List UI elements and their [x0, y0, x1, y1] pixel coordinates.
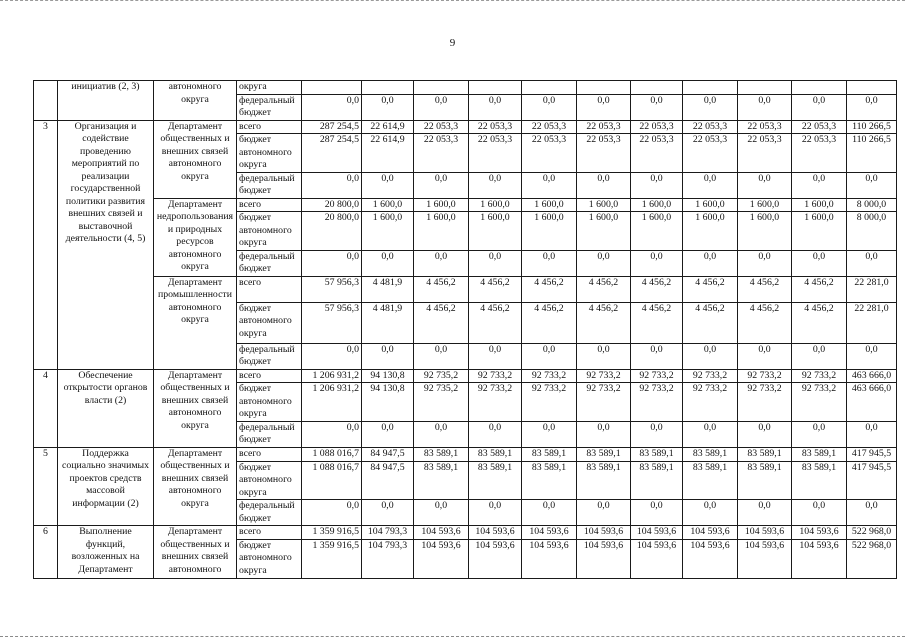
year-amount-cell: 83 589,1 — [631, 461, 683, 500]
year-amount-cell: 4 456,2 — [522, 276, 577, 302]
year-amount-cell: 22 281,0 — [847, 302, 897, 343]
table-row — [34, 81, 897, 95]
scan-top-edge — [0, 0, 905, 2]
year-amount-cell: 463 666,0 — [847, 369, 897, 383]
table-row — [34, 120, 897, 134]
year-amount-cell: 0,0 — [577, 94, 631, 120]
executor-cell: автономного округа — [154, 81, 237, 121]
activity-name-cell: Организация и содействие проведению мероприятий по реализации государственной политики развития внешних связей и выставочной деятельности (4, 5) — [58, 120, 154, 369]
activity-name-cell: Обеспечение открытости органов власти (2) — [58, 369, 154, 447]
year-amount-cell: 104 593,6 — [522, 539, 577, 578]
funding-source-cell: федеральный бюджет — [237, 94, 302, 120]
year-amount-cell: 22 053,3 — [577, 120, 631, 134]
year-amount-cell: 0,0 — [414, 94, 469, 120]
year-amount-cell: 0,0 — [738, 500, 792, 526]
year-amount-cell: 22 053,3 — [631, 120, 683, 134]
year-amount-cell: 0,0 — [362, 94, 414, 120]
year-amount-cell: 83 589,1 — [522, 447, 577, 461]
year-amount-cell: 0,0 — [792, 250, 847, 276]
year-amount-cell: 83 589,1 — [577, 447, 631, 461]
total-amount-cell: 1 206 931,2 — [302, 383, 362, 422]
year-amount-cell: 83 589,1 — [792, 447, 847, 461]
funding-source-cell: федеральный бюджет — [237, 421, 302, 447]
year-amount-cell: 92 733,2 — [469, 383, 522, 422]
year-amount-cell: 4 456,2 — [738, 302, 792, 343]
year-amount-cell: 1 600,0 — [414, 198, 469, 212]
year-amount-cell — [738, 81, 792, 95]
total-amount-cell: 0,0 — [302, 500, 362, 526]
year-amount-cell: 0,0 — [683, 500, 738, 526]
page-number: 9 — [449, 37, 456, 49]
budget-table — [33, 80, 897, 579]
year-amount-cell: 0,0 — [362, 421, 414, 447]
total-amount-cell: 0,0 — [302, 94, 362, 120]
year-amount-cell: 0,0 — [847, 343, 897, 369]
year-amount-cell: 0,0 — [522, 421, 577, 447]
year-amount-cell: 92 733,2 — [469, 369, 522, 383]
year-amount-cell: 463 666,0 — [847, 383, 897, 422]
year-amount-cell: 4 456,2 — [631, 302, 683, 343]
year-amount-cell: 0,0 — [362, 500, 414, 526]
year-amount-cell: 0,0 — [631, 343, 683, 369]
year-amount-cell: 0,0 — [847, 250, 897, 276]
year-amount-cell: 0,0 — [792, 172, 847, 198]
year-amount-cell: 0,0 — [577, 343, 631, 369]
row-number-cell: 3 — [34, 120, 58, 369]
year-amount-cell: 104 593,6 — [577, 526, 631, 540]
year-amount-cell: 104 593,6 — [792, 539, 847, 578]
funding-source-cell: бюджет автономного округа — [237, 302, 302, 343]
year-amount-cell: 94 130,8 — [362, 369, 414, 383]
executor-cell: Департамент общественных и внешних связей автономного — [154, 526, 237, 579]
executor-cell: Департамент недропользования и природных ресурсов автономного округа — [154, 198, 237, 276]
year-amount-cell: 0,0 — [522, 343, 577, 369]
year-amount-cell: 4 456,2 — [469, 302, 522, 343]
year-amount-cell — [847, 81, 897, 95]
total-amount-cell: 0,0 — [302, 421, 362, 447]
year-amount-cell: 0,0 — [362, 172, 414, 198]
year-amount-cell: 522 968,0 — [847, 539, 897, 578]
year-amount-cell: 22 053,3 — [414, 120, 469, 134]
year-amount-cell: 0,0 — [683, 172, 738, 198]
year-amount-cell: 0,0 — [522, 500, 577, 526]
year-amount-cell: 22 281,0 — [847, 276, 897, 302]
year-amount-cell: 0,0 — [577, 421, 631, 447]
funding-source-cell: федеральный бюджет — [237, 343, 302, 369]
table-row — [34, 369, 897, 383]
year-amount-cell — [362, 81, 414, 95]
year-amount-cell: 0,0 — [631, 421, 683, 447]
year-amount-cell: 104 593,6 — [683, 539, 738, 578]
year-amount-cell: 0,0 — [469, 421, 522, 447]
year-amount-cell: 4 456,2 — [792, 276, 847, 302]
year-amount-cell: 22 053,3 — [683, 134, 738, 173]
executor-cell: Департамент общественных и внешних связей автономного округа — [154, 120, 237, 198]
year-amount-cell: 0,0 — [847, 500, 897, 526]
year-amount-cell: 92 733,2 — [631, 369, 683, 383]
row-number-cell: 5 — [34, 447, 58, 526]
year-amount-cell: 104 593,6 — [577, 539, 631, 578]
year-amount-cell: 104 593,6 — [738, 539, 792, 578]
total-amount-cell: 57 956,3 — [302, 302, 362, 343]
total-amount-cell: 1 206 931,2 — [302, 369, 362, 383]
year-amount-cell: 22 053,3 — [792, 134, 847, 173]
year-amount-cell: 83 589,1 — [683, 461, 738, 500]
year-amount-cell: 0,0 — [738, 343, 792, 369]
executor-cell: Департамент общественных и внешних связей автономного округа — [154, 447, 237, 526]
year-amount-cell: 92 733,2 — [631, 383, 683, 422]
year-amount-cell: 0,0 — [631, 94, 683, 120]
year-amount-cell: 417 945,5 — [847, 461, 897, 500]
year-amount-cell: 8 000,0 — [847, 198, 897, 212]
year-amount-cell: 0,0 — [683, 421, 738, 447]
year-amount-cell: 110 266,5 — [847, 120, 897, 134]
year-amount-cell: 92 733,2 — [577, 383, 631, 422]
year-amount-cell: 1 600,0 — [738, 212, 792, 251]
year-amount-cell: 92 733,2 — [738, 369, 792, 383]
funding-source-cell: федеральный бюджет — [237, 250, 302, 276]
year-amount-cell: 104 593,6 — [738, 526, 792, 540]
year-amount-cell: 4 481,9 — [362, 276, 414, 302]
funding-source-cell: всего — [237, 526, 302, 540]
year-amount-cell — [631, 81, 683, 95]
row-number-cell — [34, 81, 58, 121]
year-amount-cell: 104 593,6 — [522, 526, 577, 540]
year-amount-cell: 1 600,0 — [362, 212, 414, 251]
total-amount-cell: 0,0 — [302, 343, 362, 369]
funding-source-cell: бюджет автономного округа — [237, 212, 302, 251]
total-amount-cell: 20 800,0 — [302, 212, 362, 251]
year-amount-cell: 0,0 — [683, 250, 738, 276]
year-amount-cell: 104 793,3 — [362, 526, 414, 540]
year-amount-cell: 0,0 — [577, 250, 631, 276]
year-amount-cell: 22 614,9 — [362, 134, 414, 173]
year-amount-cell: 0,0 — [738, 172, 792, 198]
total-amount-cell: 1 359 916,5 — [302, 526, 362, 540]
table-row — [34, 526, 897, 540]
year-amount-cell: 104 593,6 — [631, 539, 683, 578]
year-amount-cell: 0,0 — [792, 500, 847, 526]
year-amount-cell: 0,0 — [522, 172, 577, 198]
year-amount-cell: 83 589,1 — [792, 461, 847, 500]
executor-cell: Департамент промышленности автономного округа — [154, 276, 237, 369]
table-row — [34, 447, 897, 461]
row-number-cell: 4 — [34, 369, 58, 447]
year-amount-cell: 1 600,0 — [577, 198, 631, 212]
year-amount-cell: 104 593,6 — [683, 526, 738, 540]
year-amount-cell: 1 600,0 — [362, 198, 414, 212]
year-amount-cell: 0,0 — [414, 343, 469, 369]
year-amount-cell: 22 053,3 — [469, 120, 522, 134]
year-amount-cell: 22 053,3 — [631, 134, 683, 173]
year-amount-cell: 0,0 — [522, 250, 577, 276]
year-amount-cell: 92 733,2 — [683, 383, 738, 422]
funding-source-cell: всего — [237, 198, 302, 212]
year-amount-cell — [683, 81, 738, 95]
year-amount-cell: 0,0 — [847, 172, 897, 198]
year-amount-cell: 0,0 — [631, 250, 683, 276]
year-amount-cell: 104 593,6 — [792, 526, 847, 540]
year-amount-cell: 4 456,2 — [683, 276, 738, 302]
year-amount-cell: 0,0 — [469, 343, 522, 369]
year-amount-cell: 83 589,1 — [738, 461, 792, 500]
year-amount-cell: 4 456,2 — [414, 276, 469, 302]
year-amount-cell: 4 456,2 — [792, 302, 847, 343]
budget-table-body — [34, 81, 897, 579]
year-amount-cell: 22 053,3 — [738, 134, 792, 173]
year-amount-cell: 1 600,0 — [414, 212, 469, 251]
funding-source-cell: бюджет автономного округа — [237, 539, 302, 578]
year-amount-cell: 0,0 — [631, 500, 683, 526]
funding-source-cell: всего — [237, 120, 302, 134]
funding-source-cell: округа — [237, 81, 302, 95]
year-amount-cell: 8 000,0 — [847, 212, 897, 251]
year-amount-cell: 0,0 — [469, 94, 522, 120]
funding-source-cell: всего — [237, 276, 302, 302]
scan-bottom-edge — [0, 636, 905, 638]
year-amount-cell: 83 589,1 — [414, 447, 469, 461]
table-row — [34, 198, 897, 212]
total-amount-cell: 1 359 916,5 — [302, 539, 362, 578]
year-amount-cell: 1 600,0 — [792, 198, 847, 212]
executor-cell: Департамент общественных и внешних связей автономного округа — [154, 369, 237, 447]
year-amount-cell — [792, 81, 847, 95]
funding-source-cell: федеральный бюджет — [237, 172, 302, 198]
year-amount-cell: 0,0 — [847, 94, 897, 120]
year-amount-cell: 1 600,0 — [522, 198, 577, 212]
year-amount-cell: 83 589,1 — [683, 447, 738, 461]
year-amount-cell: 522 968,0 — [847, 526, 897, 540]
year-amount-cell: 1 600,0 — [792, 212, 847, 251]
year-amount-cell: 0,0 — [577, 172, 631, 198]
total-amount-cell: 57 956,3 — [302, 276, 362, 302]
year-amount-cell: 0,0 — [738, 94, 792, 120]
year-amount-cell: 22 053,3 — [522, 120, 577, 134]
year-amount-cell: 92 735,2 — [414, 383, 469, 422]
year-amount-cell: 0,0 — [414, 172, 469, 198]
year-amount-cell: 104 593,6 — [414, 526, 469, 540]
funding-source-cell: бюджет автономного округа — [237, 134, 302, 173]
total-amount-cell: 287 254,5 — [302, 120, 362, 134]
year-amount-cell: 92 733,2 — [683, 369, 738, 383]
row-number-cell: 6 — [34, 526, 58, 579]
year-amount-cell: 84 947,5 — [362, 447, 414, 461]
year-amount-cell: 104 793,3 — [362, 539, 414, 578]
year-amount-cell: 417 945,5 — [847, 447, 897, 461]
year-amount-cell: 1 600,0 — [469, 212, 522, 251]
year-amount-cell: 92 733,2 — [577, 369, 631, 383]
year-amount-cell: 84 947,5 — [362, 461, 414, 500]
year-amount-cell: 83 589,1 — [631, 447, 683, 461]
total-amount-cell: 287 254,5 — [302, 134, 362, 173]
total-amount-cell: 0,0 — [302, 172, 362, 198]
year-amount-cell: 0,0 — [469, 172, 522, 198]
total-amount-cell — [302, 81, 362, 95]
year-amount-cell: 4 456,2 — [469, 276, 522, 302]
year-amount-cell: 0,0 — [847, 421, 897, 447]
year-amount-cell: 92 733,2 — [522, 369, 577, 383]
total-amount-cell: 1 088 016,7 — [302, 447, 362, 461]
year-amount-cell: 4 456,2 — [577, 302, 631, 343]
year-amount-cell: 1 600,0 — [577, 212, 631, 251]
year-amount-cell: 92 733,2 — [738, 383, 792, 422]
year-amount-cell: 104 593,6 — [469, 539, 522, 578]
year-amount-cell: 22 053,3 — [792, 120, 847, 134]
year-amount-cell: 83 589,1 — [469, 461, 522, 500]
activity-name-cell: инициатив (2, 3) — [58, 81, 154, 121]
year-amount-cell: 0,0 — [683, 343, 738, 369]
funding-source-cell: бюджет автономного округа — [237, 383, 302, 422]
year-amount-cell: 92 735,2 — [414, 369, 469, 383]
activity-name-cell: Поддержка социально значимых проектов средств массовой информации (2) — [58, 447, 154, 526]
year-amount-cell: 1 600,0 — [631, 198, 683, 212]
total-amount-cell: 1 088 016,7 — [302, 461, 362, 500]
year-amount-cell: 22 053,3 — [577, 134, 631, 173]
year-amount-cell: 0,0 — [792, 421, 847, 447]
year-amount-cell — [577, 81, 631, 95]
year-amount-cell: 22 053,3 — [683, 120, 738, 134]
year-amount-cell: 0,0 — [631, 172, 683, 198]
total-amount-cell: 20 800,0 — [302, 198, 362, 212]
year-amount-cell: 94 130,8 — [362, 383, 414, 422]
year-amount-cell: 0,0 — [469, 250, 522, 276]
year-amount-cell: 1 600,0 — [738, 198, 792, 212]
funding-source-cell: всего — [237, 369, 302, 383]
year-amount-cell: 4 456,2 — [414, 302, 469, 343]
year-amount-cell: 92 733,2 — [792, 383, 847, 422]
year-amount-cell: 22 053,3 — [738, 120, 792, 134]
year-amount-cell: 1 600,0 — [469, 198, 522, 212]
year-amount-cell: 1 600,0 — [522, 212, 577, 251]
year-amount-cell: 4 481,9 — [362, 302, 414, 343]
year-amount-cell: 83 589,1 — [738, 447, 792, 461]
year-amount-cell: 0,0 — [577, 500, 631, 526]
activity-name-cell: Выполнение функций, возложенных на Департамент — [58, 526, 154, 579]
funding-source-cell: федеральный бюджет — [237, 500, 302, 526]
year-amount-cell: 4 456,2 — [683, 302, 738, 343]
year-amount-cell: 22 614,9 — [362, 120, 414, 134]
funding-source-cell: всего — [237, 447, 302, 461]
year-amount-cell — [469, 81, 522, 95]
year-amount-cell: 22 053,3 — [522, 134, 577, 173]
year-amount-cell: 4 456,2 — [631, 276, 683, 302]
year-amount-cell: 83 589,1 — [577, 461, 631, 500]
total-amount-cell: 0,0 — [302, 250, 362, 276]
year-amount-cell — [414, 81, 469, 95]
year-amount-cell: 104 593,6 — [414, 539, 469, 578]
year-amount-cell: 104 593,6 — [469, 526, 522, 540]
year-amount-cell: 83 589,1 — [414, 461, 469, 500]
year-amount-cell: 1 600,0 — [683, 198, 738, 212]
year-amount-cell: 92 733,2 — [792, 369, 847, 383]
funding-source-cell: бюджет автономного округа — [237, 461, 302, 500]
year-amount-cell: 1 600,0 — [683, 212, 738, 251]
year-amount-cell: 0,0 — [738, 421, 792, 447]
year-amount-cell: 0,0 — [414, 500, 469, 526]
year-amount-cell: 92 733,2 — [522, 383, 577, 422]
year-amount-cell: 0,0 — [522, 94, 577, 120]
year-amount-cell: 0,0 — [792, 94, 847, 120]
year-amount-cell: 4 456,2 — [577, 276, 631, 302]
year-amount-cell: 22 053,3 — [469, 134, 522, 173]
year-amount-cell — [522, 81, 577, 95]
year-amount-cell: 83 589,1 — [522, 461, 577, 500]
year-amount-cell: 0,0 — [414, 421, 469, 447]
year-amount-cell: 4 456,2 — [522, 302, 577, 343]
year-amount-cell: 0,0 — [362, 343, 414, 369]
year-amount-cell: 0,0 — [683, 94, 738, 120]
year-amount-cell: 4 456,2 — [738, 276, 792, 302]
year-amount-cell: 104 593,6 — [631, 526, 683, 540]
year-amount-cell: 0,0 — [469, 500, 522, 526]
year-amount-cell: 0,0 — [414, 250, 469, 276]
year-amount-cell: 110 266,5 — [847, 134, 897, 173]
year-amount-cell: 1 600,0 — [631, 212, 683, 251]
year-amount-cell: 83 589,1 — [469, 447, 522, 461]
table-row — [34, 276, 897, 302]
year-amount-cell: 0,0 — [738, 250, 792, 276]
year-amount-cell: 22 053,3 — [414, 134, 469, 173]
year-amount-cell: 0,0 — [792, 343, 847, 369]
year-amount-cell: 0,0 — [362, 250, 414, 276]
